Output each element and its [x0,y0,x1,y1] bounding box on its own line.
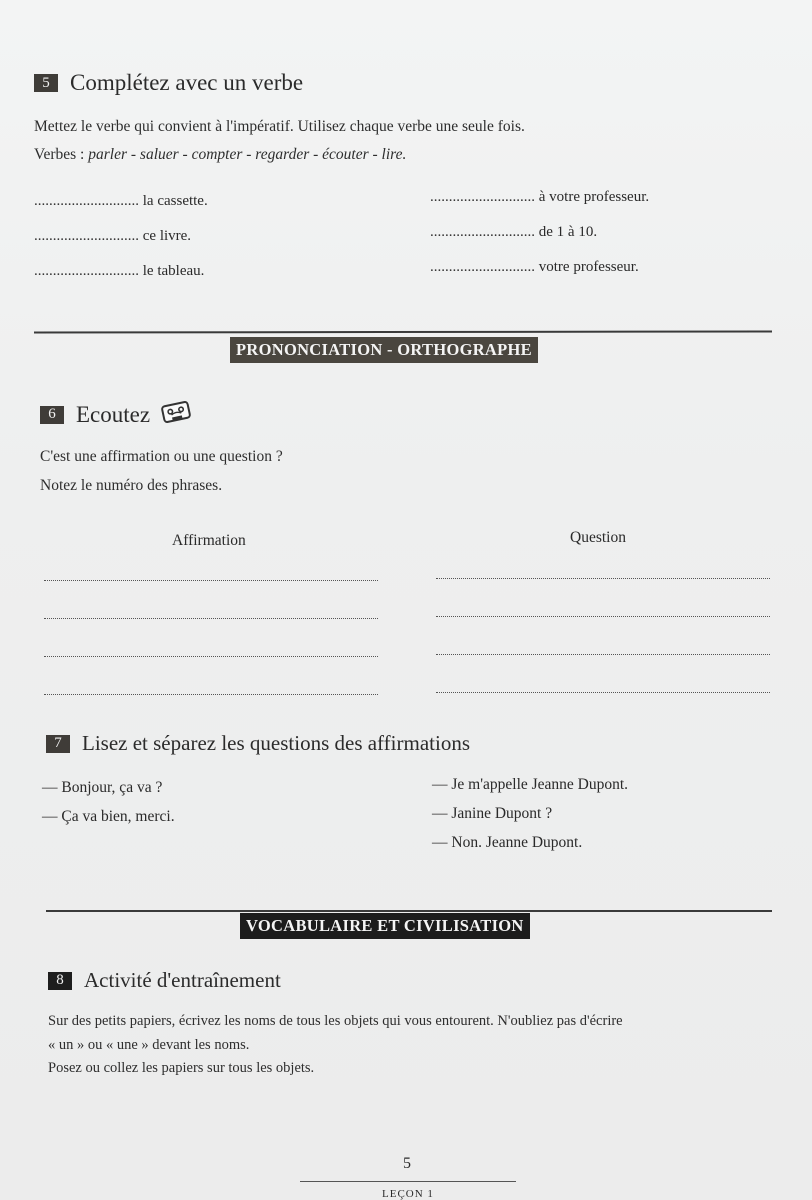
exercise-5-right-column [430,180,649,285]
fill-in-row: ............................ à votre professeur. [430,189,650,205]
affirmation-column-label: Affirmation [172,532,246,549]
exercise-8-instructions [48,1008,623,1082]
exercise-title: Lisez et séparez les questions des affirmations [82,731,470,755]
affirmation-answer-line[interactable] [44,580,378,581]
section-divider [46,910,772,912]
section-banner-vocabulary: VOCABULAIRE ET CIVILISATION [240,913,530,939]
exercise-6-question: C'est une affirmation ou une question ? [40,448,283,465]
verbs-label: Verbes : [34,146,89,163]
blank-field[interactable]: ............................ [34,228,139,244]
exercise-number-badge: 6 [40,406,64,424]
fill-in-row: ............................ votre professeur. [430,259,639,275]
instruction-line: Posez ou collez les papiers sur tous les objets. [48,1060,315,1076]
blank-field[interactable]: ............................ [34,263,139,279]
question-answer-line[interactable] [436,654,770,655]
fill-in-row: ............................ le tableau. [34,263,205,279]
dialog-line: — Bonjour, ça va ? [42,779,163,796]
question-answer-line[interactable] [436,578,770,579]
exercise-number-badge: 5 [34,74,58,92]
question-answer-line[interactable] [436,616,770,617]
exercise-5-heading [34,70,303,96]
affirmation-answer-line[interactable] [44,618,378,619]
exercise-6-instruction: Notez le numéro des phrases. [40,477,223,494]
dialog-line: — Janine Dupont ? [432,805,553,822]
exercise-number-badge: 8 [48,972,72,990]
exercise-5-verbs [34,141,406,169]
section-divider [34,330,772,333]
page-number: 5 [403,1155,411,1172]
question-answer-line[interactable] [436,692,770,693]
exercise-number-badge: 7 [46,735,70,753]
fill-in-row: ............................ de 1 à 10. [430,224,598,240]
footer-rule [300,1181,516,1182]
exercise-5-left-column [34,184,208,289]
exercise-title: Complétez avec un verbe [70,70,304,95]
exercise-title: Activité d'entraînement [84,968,281,992]
blank-field[interactable]: ............................ [430,259,535,275]
fill-in-row: ............................ la cassette. [34,193,208,209]
section-banner-pronunciation: PRONONCIATION - ORTHOGRAPHE [230,337,538,363]
cassette-icon [160,400,192,429]
exercise-7-heading [46,731,470,756]
exercise-7-left-dialog [42,773,175,831]
blank-field[interactable]: ............................ [34,193,139,209]
lesson-label: LEÇON 1 [382,1188,434,1200]
exercise-8-heading [48,968,281,993]
dialog-line: — Ça va bien, merci. [42,808,175,825]
dialog-line: — Je m'appelle Jeanne Dupont. [432,776,629,793]
blank-field[interactable]: ............................ [430,224,535,240]
instruction-line: « un » ou « une » devant les noms. [48,1037,250,1053]
affirmation-answer-line[interactable] [44,694,378,695]
question-column-label: Question [570,529,626,546]
exercise-5-instruction: Mettez le verbe qui convient à l'impératif. Utilisez chaque verbe une seule fois. [34,118,525,135]
verbs-list: parler - saluer - compter - regarder - écouter - lire. [88,146,407,163]
exercise-6-heading [40,400,192,429]
exercise-title: Ecoutez [76,401,151,427]
instruction-line: Sur des petits papiers, écrivez les noms de tous les objets qui vous entourent. N'oubliez pas d'écrire [48,1013,623,1029]
fill-in-row: ............................ ce livre. [34,228,192,244]
dialog-line: — Non. Jeanne Dupont. [432,834,583,851]
affirmation-answer-line[interactable] [44,656,378,657]
blank-field[interactable]: ............................ [430,189,535,205]
exercise-7-right-dialog [432,770,628,857]
